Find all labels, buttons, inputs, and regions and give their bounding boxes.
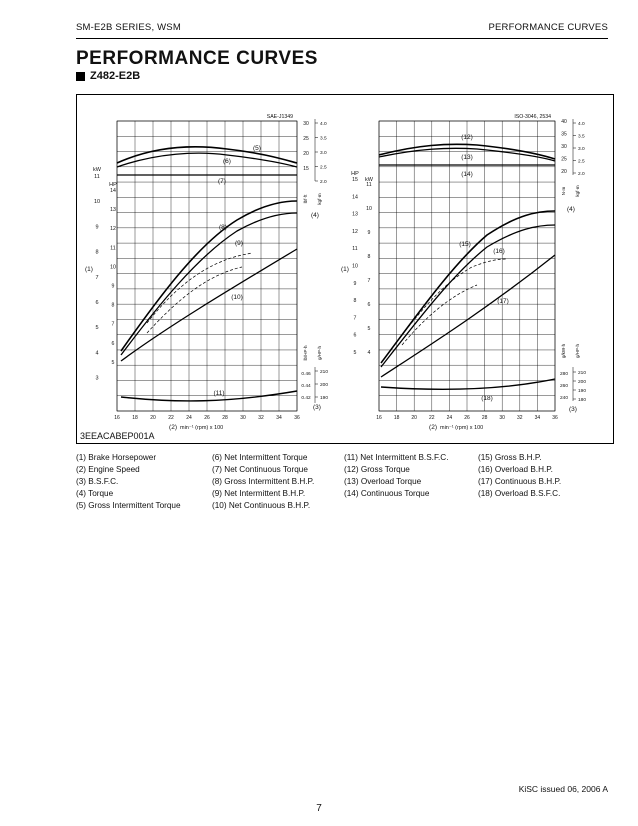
bsfc-g-tick: 210 — [320, 370, 329, 375]
bsfc-lb-tick: 0.46 — [301, 372, 311, 377]
x-tick-label: 36 — [294, 415, 300, 421]
hp-tick-label: 13 — [352, 211, 358, 218]
torque-kgf-tick: 3.5 — [578, 134, 585, 140]
x-tick-label: 26 — [204, 415, 210, 421]
legend-item: (8) Gross Intermittent B.H.P. — [212, 477, 315, 486]
hp-tick-label: 15 — [352, 177, 358, 183]
hp-tick-label: 14 — [110, 188, 116, 194]
callout-7: (7) — [218, 178, 226, 185]
bsfc-b-tick: 190 — [578, 389, 587, 394]
x-tick-label: 36 — [552, 415, 558, 421]
curve-gross-bhp — [381, 211, 555, 363]
x-tick-label: 26 — [464, 415, 470, 421]
torque-unit-b: kgf·m — [317, 193, 322, 205]
callout-11: (11) — [213, 390, 225, 397]
bsfc-unit-b: g/HP·h — [575, 343, 580, 359]
hp-tick-label: 14 — [352, 194, 358, 201]
callout-3: (3) — [313, 404, 321, 411]
header-left: SM-E2B SERIES, WSM — [76, 22, 181, 33]
legend-column-3 — [344, 452, 449, 500]
legend-column-1 — [76, 452, 181, 512]
legend-item: (1) Brake Horsepower — [76, 453, 157, 462]
x-tick-label: 24 — [186, 415, 192, 421]
kw-unit-label: kW — [93, 167, 101, 173]
kw-tick-label: 8 — [95, 249, 99, 256]
legend-item: (4) Torque — [76, 489, 114, 498]
x-tick-label: 30 — [499, 415, 505, 421]
torque-lbf-tick: 30 — [303, 121, 309, 127]
curve-gross-intermittent-bhp — [121, 201, 297, 351]
x-tick-label: 34 — [276, 415, 282, 421]
callout-3: (3) — [569, 406, 577, 413]
callout-10: (10) — [231, 294, 243, 301]
kw-tick-label: 11 — [94, 174, 100, 180]
hp-tick-label: 9 — [353, 280, 357, 287]
kw-tick-label: 8 — [367, 254, 371, 260]
legend-item: (16) Overload B.H.P. — [478, 465, 553, 474]
torque-kgf-tick: 4.0 — [578, 122, 585, 127]
callout-17: (17) — [497, 298, 509, 305]
torque-kgf-tick: 4.0 — [320, 122, 327, 127]
hp-tick-label: 10 — [110, 264, 116, 271]
hp-tick-label: 5 — [353, 350, 357, 356]
legend-item: (9) Net Intermittent B.H.P. — [212, 489, 306, 498]
kw-tick-label: 5 — [95, 325, 99, 332]
hp-tick-label: 9 — [111, 283, 115, 290]
xlabel-callout: (2) — [169, 424, 177, 431]
x-tick-label: 18 — [132, 415, 138, 421]
legend-column-4 — [478, 452, 561, 500]
square-bullet-icon — [76, 72, 85, 81]
callout-5: (5) — [253, 145, 261, 152]
legend-item: (18) Overload B.S.F.C. — [478, 489, 561, 498]
x-tick-label: 22 — [429, 415, 435, 421]
callout-18: (18) — [481, 395, 493, 402]
legend-item: (3) B.S.F.C. — [76, 477, 119, 486]
callout-16: (16) — [493, 248, 505, 255]
bsfc-g-tick: 190 — [320, 396, 329, 401]
legend-item: (2) Engine Speed — [76, 465, 140, 474]
callout-14: (14) — [461, 171, 473, 178]
torque-unit-a: N·m — [561, 186, 566, 196]
callout-15: (15) — [459, 241, 471, 248]
torque-lbf-tick: 15 — [303, 166, 309, 172]
bsfc-g-tick: 200 — [320, 383, 329, 388]
x-tick-label: 24 — [446, 415, 453, 421]
callout-1: (1) — [85, 266, 93, 273]
right-panel — [341, 114, 586, 431]
callout-6: (6) — [223, 158, 231, 165]
page-title: PERFORMANCE CURVES — [76, 48, 318, 69]
kw-tick-label: 10 — [93, 199, 101, 206]
hp-tick-label: 11 — [110, 245, 116, 252]
torque-kgf-tick: 2.5 — [578, 159, 585, 165]
kw-tick-label: 3 — [95, 375, 99, 382]
hp-tick-label: 12 — [110, 226, 116, 233]
header-right: PERFORMANCE CURVES — [488, 22, 608, 33]
x-tick-label: 16 — [114, 415, 120, 421]
model-heading — [76, 70, 140, 82]
kw-tick-label: 9 — [95, 224, 99, 231]
kw-tick-label: 5 — [367, 326, 371, 332]
model-label: Z482-E2B — [90, 70, 141, 82]
kw-tick-label: 6 — [95, 300, 99, 306]
x-tick-label: 20 — [150, 415, 156, 421]
kw-tick-label: 7 — [95, 274, 99, 281]
bsfc-b-tick: 180 — [578, 398, 587, 403]
hp-tick-label: 6 — [353, 332, 357, 339]
bsfc-b-tick: 210 — [578, 371, 587, 376]
torque-kgf-tick: 3.5 — [320, 136, 327, 142]
legend-item: (7) Net Continuous Torque — [212, 465, 308, 474]
kw-tick-label: 6 — [367, 302, 371, 308]
callout-4: (4) — [311, 212, 319, 219]
kw-unit-label: kW — [365, 177, 373, 183]
hp-tick-label: 7 — [353, 315, 357, 322]
curve-net-intermittent-bsfc — [121, 391, 297, 401]
kw-tick-label: 4 — [95, 350, 99, 357]
torque-nm-tick: 20 — [561, 169, 567, 175]
x-tick-label: 30 — [240, 415, 246, 421]
kw-tick-label: 11 — [366, 182, 372, 188]
torque-nm-tick: 25 — [561, 156, 567, 163]
x-tick-label: 18 — [393, 415, 400, 421]
legend-item: (6) Net Intermittent Torque — [212, 453, 308, 462]
curve-net-intermittent-bhp — [121, 213, 297, 355]
torque-unit-a: lbf·ft — [303, 194, 308, 204]
bsfc-a-tick: 260 — [559, 384, 569, 389]
torque-kgf-tick: 2.5 — [320, 165, 327, 171]
legend-item: (12) Gross Torque — [344, 465, 410, 474]
standard-label: ISO-3046, 2534 — [514, 114, 551, 120]
hp-tick-label: 12 — [352, 228, 358, 235]
legend-item: (15) Gross B.H.P. — [478, 453, 542, 462]
legend-item: (5) Gross Intermittent Torque — [76, 501, 181, 510]
hp-unit-label: HP — [351, 171, 359, 177]
curve-dashed-bhp-b — [147, 267, 242, 333]
legend-item: (14) Continuous Torque — [344, 489, 430, 498]
hp-tick-label: 7 — [111, 321, 115, 328]
hp-tick-label: 13 — [110, 207, 116, 214]
header-rule — [76, 38, 608, 39]
torque-lbf-tick: 20 — [303, 151, 309, 157]
curve-net-continuous-bhp — [121, 249, 297, 361]
hp-tick-label: 10 — [352, 263, 358, 270]
torque-kgf-tick: 2.0 — [578, 172, 585, 177]
hp-tick-label: 5 — [111, 359, 115, 366]
x-tick-label: 34 — [534, 415, 541, 421]
callout-1: (1) — [341, 266, 349, 273]
footer-issue: KiSC issued 06, 2006 A — [518, 784, 608, 794]
torque-kgf-tick: 3.0 — [578, 147, 585, 152]
bsfc-a-tick: 280 — [559, 372, 569, 377]
torque-nm-tick: 30 — [561, 144, 567, 150]
legend-item: (10) Net Continuous B.H.P. — [212, 501, 311, 510]
x-tick-label: 28 — [222, 415, 228, 421]
x-tick-label: 32 — [517, 415, 523, 421]
performance-figure — [76, 94, 614, 444]
callout-12: (12) — [461, 134, 473, 141]
hp-tick-label: 6 — [111, 340, 115, 347]
performance-curves-svg — [77, 95, 615, 445]
curve-dashed-bhp-a — [147, 253, 252, 323]
hp-tick-label: 8 — [111, 302, 115, 309]
standard-label: SAE-J1349 — [266, 114, 293, 120]
bsfc-lb-tick: 0.44 — [301, 384, 311, 389]
torque-lbf-tick: 25 — [303, 136, 309, 142]
callout-8: (8) — [219, 224, 227, 231]
hp-tick-label: 11 — [352, 246, 358, 253]
x-tick-label: 20 — [411, 415, 417, 421]
bsfc-lb-tick: 0.42 — [301, 396, 311, 401]
torque-kgf-tick: 3.0 — [320, 151, 327, 156]
xlabel-unit: min⁻¹ (rpm) x 100 — [440, 425, 484, 431]
page-number: 7 — [316, 803, 322, 814]
bsfc-b-tick: 200 — [578, 380, 587, 385]
legend-column-2 — [212, 452, 314, 512]
torque-unit-b: kgf·m — [575, 185, 580, 197]
torque-kgf-tick: 2.0 — [320, 180, 327, 185]
xlabel-unit: min⁻¹ (rpm) x 100 — [180, 425, 224, 431]
hp-unit-label: HP — [109, 182, 117, 188]
x-tick-label: 16 — [376, 415, 382, 421]
kw-tick-label: 9 — [367, 230, 371, 236]
legend-item: (13) Overload Torque — [344, 477, 422, 486]
kw-tick-label: 10 — [366, 206, 372, 212]
callout-13: (13) — [461, 154, 473, 161]
bsfc-unit-b: g/HP·h — [317, 345, 322, 361]
x-tick-label: 32 — [258, 415, 264, 421]
kw-tick-label: 7 — [367, 278, 371, 284]
torque-nm-tick: 40 — [561, 119, 567, 125]
x-tick-label: 28 — [481, 415, 488, 421]
bsfc-unit-a: g/kW·h — [561, 343, 566, 359]
torque-nm-tick: 35 — [561, 131, 567, 138]
bsfc-unit-a: lb/HP·h — [303, 345, 308, 361]
hp-tick-label: 8 — [353, 298, 357, 305]
left-panel — [85, 114, 328, 431]
x-tick-label: 22 — [168, 415, 174, 421]
callout-4: (4) — [567, 206, 575, 213]
legend-item: (11) Net Intermittent B.S.F.C. — [344, 453, 449, 462]
kw-tick-label: 4 — [367, 350, 371, 356]
callout-9: (9) — [235, 240, 243, 247]
bsfc-a-tick: 240 — [559, 396, 569, 401]
xlabel-callout: (2) — [429, 424, 437, 431]
curve-continuous-bhp — [381, 255, 555, 377]
figure-code: 3EEACABEP001A — [80, 431, 155, 441]
legend-item: (17) Continuous B.H.P. — [478, 477, 562, 486]
